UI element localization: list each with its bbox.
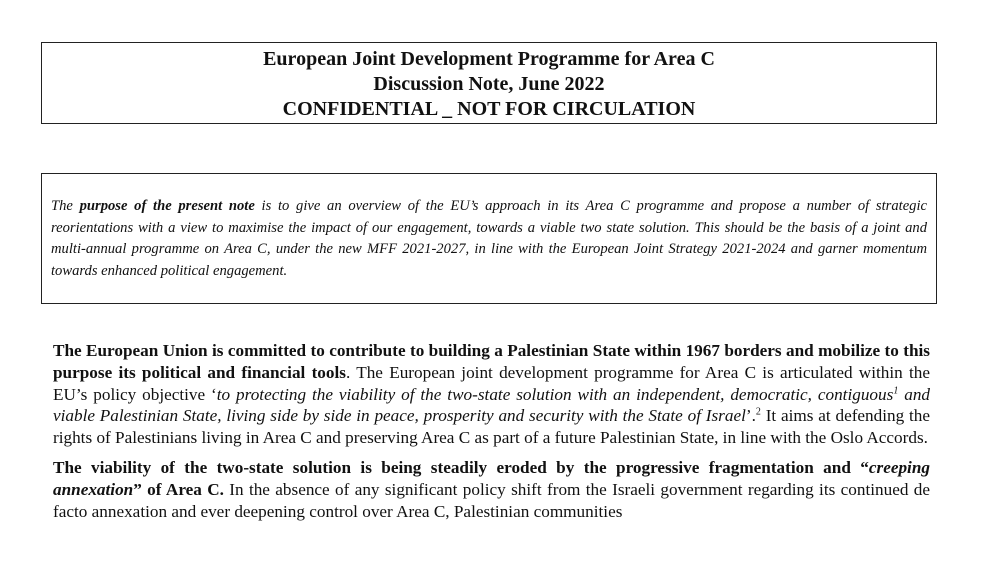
document-title: European Joint Development Programme for Area C: [263, 48, 715, 70]
para2-bold2: ” of Area C.: [133, 479, 224, 499]
paragraph-2: [53, 457, 930, 522]
para1-quote1: to protecting the viability of the two-state solution with an independent, democratic, contiguous: [216, 384, 894, 404]
purpose-box: [41, 173, 937, 304]
footnote-ref-2: 2: [755, 406, 761, 418]
para1-text2: ’.: [745, 406, 756, 426]
paragraph-1: [53, 340, 930, 449]
purpose-bold: purpose of the present note: [79, 198, 255, 214]
para2-bold1: The viability of the two-state solution is being steadily eroded by the progressive fragmentation and “: [53, 457, 869, 477]
body-text: [53, 340, 930, 530]
document-header: [41, 42, 937, 124]
purpose-lead: The: [51, 198, 80, 214]
para1-bold: The European Union is committed to contribute to building a Palestinian State within 1967 borders and mobilize to this purpose its political and financial tools: [53, 341, 930, 382]
confidentiality-notice: CONFIDENTIAL _ NOT FOR CIRCULATION: [282, 98, 696, 120]
footnote-ref-1: 1: [893, 384, 899, 396]
purpose-text: is to give an overview of the EU’s approach in its Area C programme and propose a number of strategic reorientations with a view to maximise the impact of our engagement, towards a viable two state solution. This should be the basis of a joint and multi-annual programme on Area C, under the new MFF 2021-2027, in line with the European Joint Strategy 2021-2024 and garner momentum towards enhanced political engagement.: [51, 198, 928, 279]
document-subtitle: Discussion Note, June 2022: [373, 73, 605, 95]
para1-quote2: and viable Palestinian State, living side by side in peace, prosperity and security with the State of Israel: [53, 384, 931, 426]
para1-text3: It aims at defending the rights of Palestinians living in Area C and preserving Area C as part of a future Palestinian State, in line with the Oslo Accords.: [53, 406, 930, 448]
para2-bold-italic: creeping annexation: [53, 457, 930, 499]
para1-text1: . The European joint development programme for Area C is articulated within the EU’s policy objective ‘: [53, 362, 930, 404]
para2-text: In the absence of any significant policy shift from the Israeli government regarding its continued de facto annexation and ever deepening control over Area C, Palestinian communities: [53, 479, 930, 521]
